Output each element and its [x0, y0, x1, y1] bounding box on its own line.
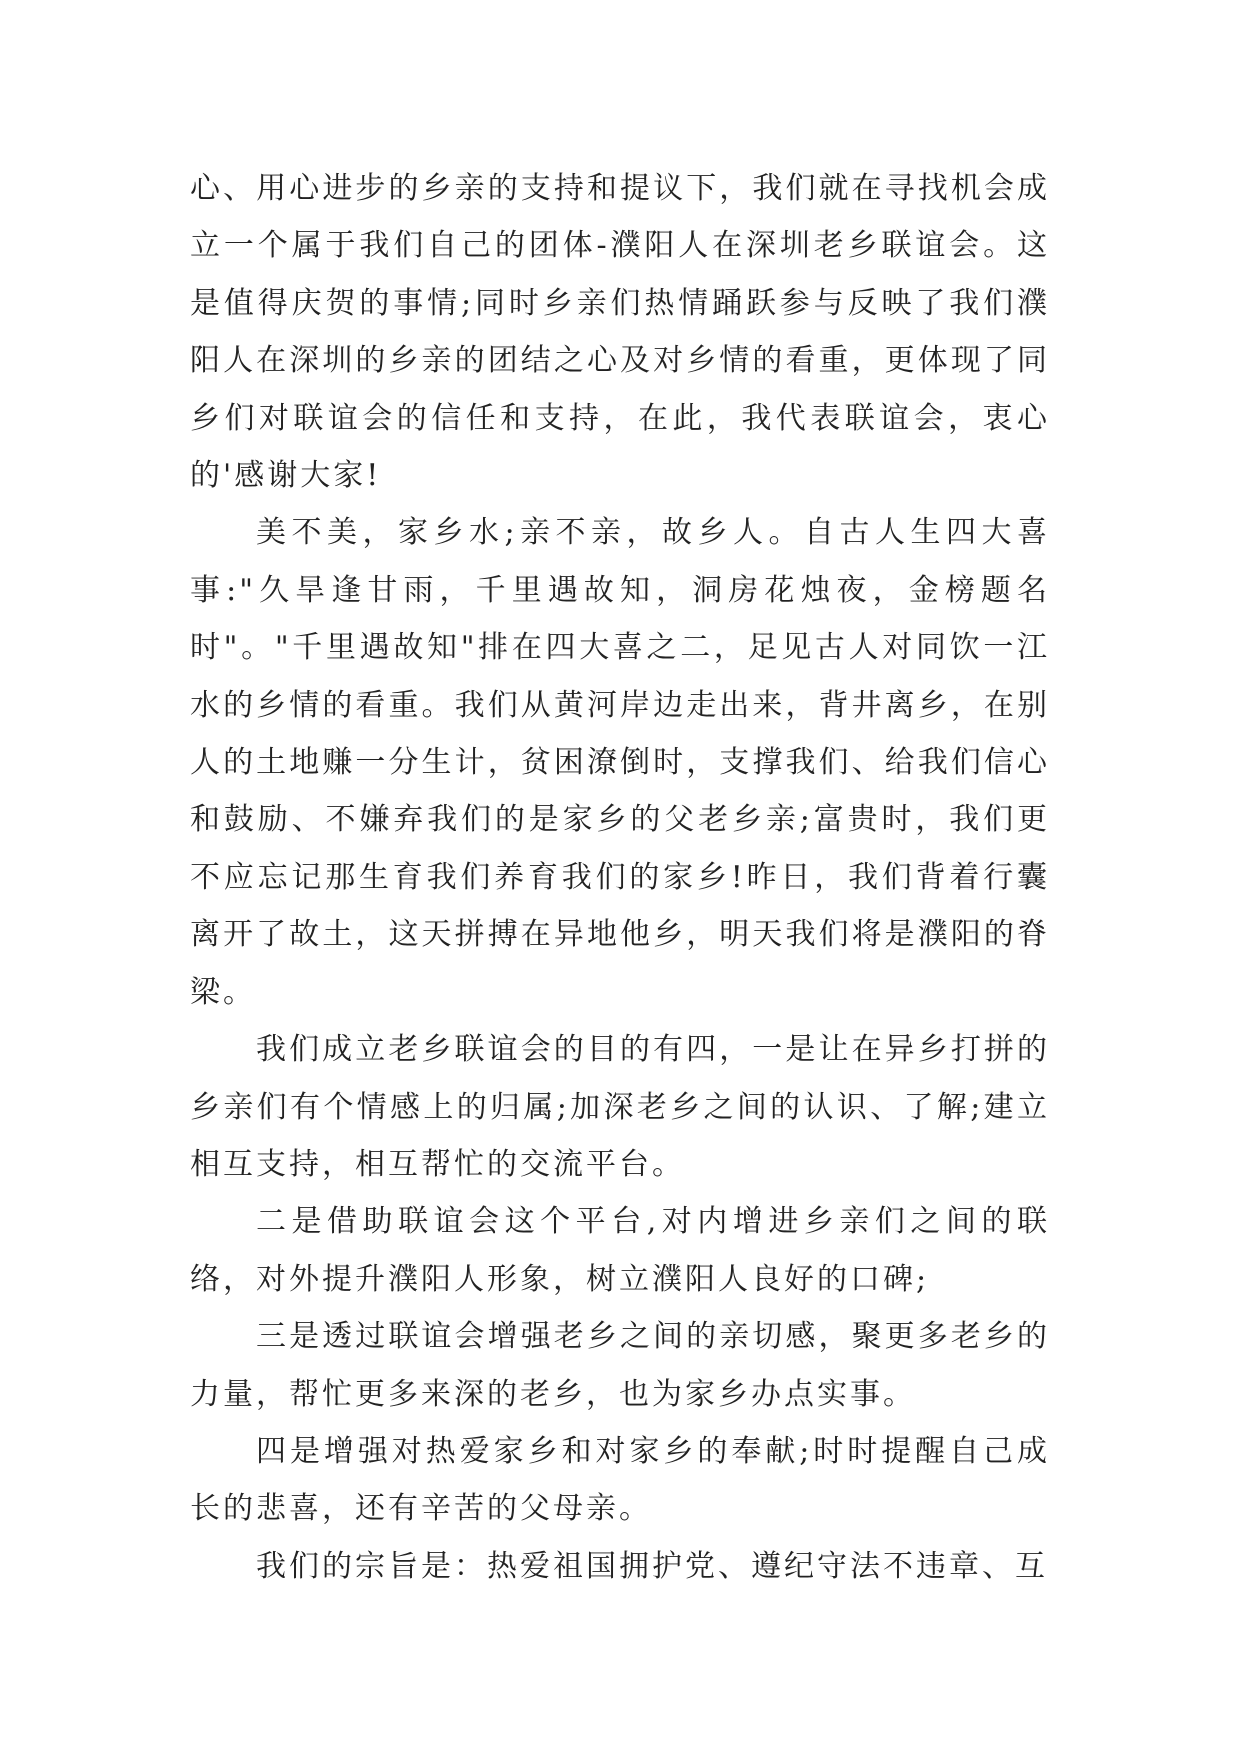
paragraph-3: 我们成立老乡联谊会的目的有四，一是让在异乡打拼的乡亲们有个情感上的归属;加深老乡之间的认识、了解;建立相互支持，相互帮忙的交流平台。: [190, 1032, 1050, 1182]
paragraph-1: 心、用心进步的乡亲的支持和提议下，我们就在寻找机会成立一个属于我们自己的团体-濮阳人在深圳老乡联谊会。这是值得庆贺的事情;同时乡亲们热情踊跃参与反映了我们濮阳人在深圳的乡亲的团结之心及对乡情的看重，更体现了同乡们对联谊会的信任和支持，在此，我代表联谊会，衷心的'感谢大家!: [190, 171, 1050, 494]
paragraph-7: 我们的宗旨是：热爱祖国拥护党、遵纪守法不违章、互: [256, 1548, 1048, 1584]
paragraph-2: 美不美，家乡水;亲不亲，故乡人。自古人生四大喜事:"久旱逢甘雨，千里遇故知，洞房花烛夜，金榜题名时"。"千里遇故知"排在四大喜之二，足见古人对同饮一江水的乡情的看重。我们从黄河岸边走出来，背井离乡，在别人的土地赚一分生计，贫困潦倒时，支撑我们、给我们信心和鼓励、不嫌弃我们的是家乡的父老乡亲;富贵时，我们更不应忘记那生育我们养育我们的家乡!昨日，我们背着行囊离开了故土，这天拼搏在异地他乡，明天我们将是濮阳的脊梁。: [190, 515, 1050, 1010]
paragraph-5: 三是透过联谊会增强老乡之间的亲切感，聚更多老乡的力量，帮忙更多来深的老乡，也为家乡办点实事。: [190, 1319, 1050, 1412]
paragraph-6: 四是增强对热爱家乡和对家乡的奉献;时时提醒自己成长的悲喜，还有辛苦的父母亲。: [190, 1433, 1050, 1527]
document-body: [190, 160, 1050, 1595]
paragraph-4: 二是借助联谊会这个平台,对内增进乡亲们之间的联络，对外提升濮阳人形象，树立濮阳人良好的口碑;: [190, 1204, 1050, 1297]
